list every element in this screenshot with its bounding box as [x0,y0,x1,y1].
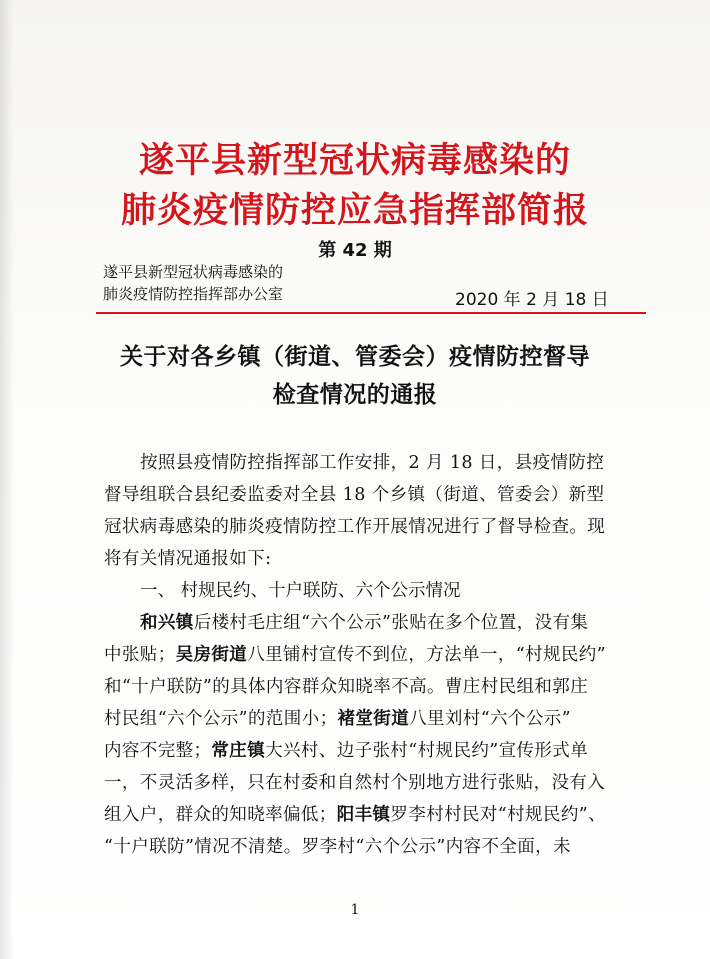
section-heading: 一、 村规民约、十户联防、六个公示情况 [140,581,461,601]
intro-line: 督导组联合县纪委监委对全县 18 个乡镇（街道、管委会）新型 [104,485,605,505]
bulletin-title-line1: 遂平县新型冠状病毒感染的 [138,140,571,181]
body-text: 村民组“六个公示”的范围小； [104,709,338,729]
body-text: “十户联防”情况不清楚。罗李村“六个公示”内容不全面，未 [104,837,571,857]
issuer-line1: 遂平县新型冠状病毒感染的 [103,263,284,281]
body-text: 内容不完整； [104,741,212,761]
body-text: 八里铺村宣传不到位，方法单一，“村规民约” [247,645,607,665]
notice-title-line1: 关于对各乡镇（街道、管委会）疫情防控督导 [120,343,590,370]
red-divider-rule [96,312,646,314]
body-line [104,737,588,762]
intro-line: 将有关情况通报如下: [104,549,272,569]
body-line [104,641,606,666]
body-text: 大兴村、边子张村“村规民约”宣传形式单 [265,741,589,761]
body-text: 中张贴； [104,645,176,665]
town-name: 吴房街道 [175,645,248,665]
intro-line: 按照县疫情防控指挥部工作安排，2 月 18 日，县疫情防控 [140,453,605,473]
issue-date: 2020 年 2 月 18 日 [455,290,609,310]
body-line [104,769,605,794]
body-text: 八里刘村“六个公示” [409,709,572,729]
notice-title-line2: 检查情况的通报 [272,381,438,408]
issue-number: 第 42 期 [318,240,392,261]
page-number: 1 [350,902,360,918]
body-line [104,705,571,730]
body-text: 组入户，群众的知晓率偏低； [104,805,337,825]
bulletin-title-line2: 肺炎疫情防控应急指挥部简报 [120,190,589,231]
intro-line: 冠状病毒感染的肺炎疫情防控工作开展情况进行了督导检查。现 [104,517,606,537]
body-text: 一，不灵活多样，只在村委和自然村个别地方进行张贴，没有入 [104,773,606,793]
body-text: 后楼村毛庄组“六个公示”张贴在多个位置，没有集 [193,613,589,633]
issuer-line2: 肺炎疫情防控指挥部办公室 [103,285,284,303]
town-name: 阳丰镇 [336,805,391,825]
body-line [104,673,588,698]
body-text: 和“十户联防”的具体内容群众知晓率不高。曹庄村民组和郭庄 [104,677,589,697]
body-text: 罗李村村民对“村规民约”、 [390,805,606,825]
body-line [104,833,571,858]
town-name: 常庄镇 [211,741,266,761]
town-name: 和兴镇 [140,613,194,633]
body-line [140,609,588,634]
body-line [104,801,606,826]
town-name: 褚堂街道 [337,709,410,729]
